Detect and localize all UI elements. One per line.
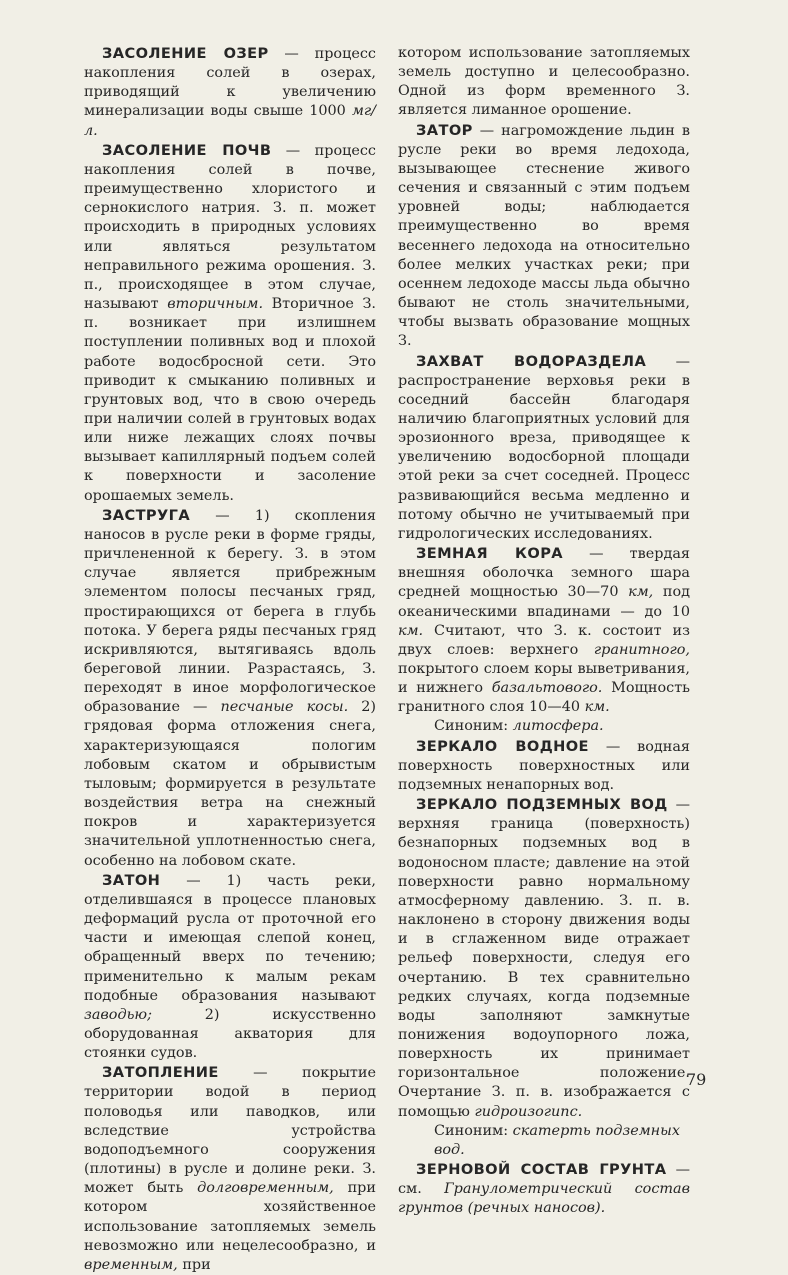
- entry-italic-text: базальтового.: [491, 680, 603, 697]
- entry-term: ЗАТОН: [102, 871, 161, 889]
- entry-text: — покрытие территории водой в период половодья или паводков, или вследствие устройства водоподъемного сооружения (плотины) в русле и долине реки. З. может быть: [84, 1065, 376, 1197]
- synonym-line: [398, 717, 690, 736]
- entry-term: ЗЕМНАЯ КОРА: [416, 545, 563, 563]
- entry-text: покрытого слоем коры выветривания, и нижнего: [398, 661, 690, 697]
- entry-term: ЗАТОПЛЕНИЕ: [102, 1064, 219, 1082]
- dictionary-entry: [398, 352, 690, 545]
- entry-text: при: [177, 1256, 211, 1273]
- entry-term: ЗАХВАТ ВОДОРАЗДЕЛА: [416, 352, 647, 370]
- entry-text: — распространение верховья реки в соседний бассейн благодаря наличию благоприятных условий для эрозионного вреза, приводящее к увеличению водосборной площади этой реки за счет соседней. Процесс развивающийся весьма медленно и потому обычно не учитываемый при гидрологических исследованиях.: [398, 353, 690, 542]
- entry-text: котором использование затопляемых земель доступно и целесообразно. Одной из форм временного З. является лиманное орошение.: [398, 45, 690, 119]
- entry-text: Вторичное З. п. возникает при излишнем поступлении поливных вод и плохой работе водосбросной сети. Это приводит к смыканию поливных и грунтовых вод, что в свою очередь при наличии солей в грунтовых водах или ниже лежащих слоях почвы вызывает капиллярный подъем солей к поверхности и засоление орошаемых земель.: [84, 296, 376, 504]
- entry-text: — процесс накопления солей в озерах, приводящий к увеличению минерализации воды свыше 1000: [84, 46, 376, 120]
- dictionary-entry: [84, 1063, 376, 1275]
- left-column: [84, 44, 376, 1275]
- entry-italic-text: вторичным.: [167, 296, 264, 313]
- entry-text: — 1) часть реки, отделившаяся в процессе плановых деформаций русла от проточной его части и имеющая слепой конец, обращенный вверх по течению; применительно к малым рекам подобные образования называют: [84, 872, 376, 1004]
- dictionary-entry: [84, 44, 376, 141]
- entry-text: при котором хозяйственное использование затопляемых земель невозможно или нецелесообразно, и: [84, 1180, 376, 1254]
- entry-text: 2) искусственно оборудованная акватория для стоянки судов.: [84, 1006, 376, 1062]
- entry-italic-text: гидроизогипс.: [474, 1103, 583, 1120]
- entry-italic-text: литосфера.: [512, 718, 604, 735]
- entry-italic-text: скатерть подземных вод.: [434, 1122, 680, 1158]
- entry-italic-text: км.: [398, 622, 424, 639]
- entry-italic-text: мг/л.: [84, 103, 376, 139]
- entry-term: ЗЕРНОВОЙ СОСТАВ ГРУНТА: [416, 1161, 667, 1179]
- entry-term: ЗЕРКАЛО ПОДЗЕМНЫХ ВОД: [416, 796, 668, 814]
- page-number: 79: [686, 1070, 707, 1089]
- entry-term: ЗАСОЛЕНИЕ ПОЧВ: [102, 141, 272, 159]
- entry-italic-text: км,: [628, 584, 654, 601]
- entry-text: Синоним:: [434, 1122, 513, 1139]
- entry-italic-text: долговременным,: [197, 1180, 334, 1197]
- synonym-line: [398, 1122, 690, 1160]
- dictionary-entry: [84, 871, 376, 1064]
- entry-italic-text: заводью;: [84, 1006, 152, 1023]
- entry-text: — процесс накопления солей в почве, преимущественно хлористого и сернокислого натрия. З. п. может происходить в природных условиях или являться результатом неправильного режима орошения. З. п., происходящее в этом случае, называют: [84, 142, 376, 313]
- dictionary-entry: [398, 544, 690, 717]
- dictionary-entry: [398, 795, 690, 1122]
- entry-text: — твердая внешняя оболочка земного шара средней мощностью 30—70: [398, 546, 690, 601]
- entry-term: ЗАСОЛЕНИЕ ОЗЕР: [102, 45, 269, 62]
- entry-italic-text: песчаные косы.: [220, 699, 349, 716]
- entry-text: под океаническими впадинами — до 10: [398, 584, 690, 620]
- entry-text: — верхняя граница (поверхность) безнапорных подземных вод в водоносном пласте; давление на этой поверхности равно нормальному атмосферному давлению. З. п. в. наклонено в сторону движения воды и в сглаженном виде отражает рельеф поверхности, следуя его очертанию. В тех сравнительно редких случаях, когда подземные воды заполняют замкнутые понижения водоупорного ложа, поверхность их принимает горизонтальное положение. Очертание З. п. в. изображается с помощью: [398, 797, 691, 1120]
- entry-text: — 1) скопления наносов в русле реки в форме гряды, причлененной к берегу. З. в этом случае является прибрежным элементом полосы песчаных гряд, простирающихся от берега в глубь потока. У берега ряды песчаных гряд искривляются, вытягиваясь вдоль береговой линии. Разрастаясь, З. переходят в иное морфологическое образование —: [84, 507, 376, 716]
- entry-term: ЗЕРКАЛО ВОДНОЕ: [416, 737, 589, 755]
- entry-italic-text: км.: [584, 699, 610, 716]
- entry-term: ЗАСТРУГА: [102, 506, 191, 524]
- entry-term: ЗАТОР: [416, 121, 473, 139]
- entry-text: Считают, что З. к. состоит из двух слоев: верхнего: [398, 622, 690, 658]
- entry-text: — см.: [398, 1162, 690, 1198]
- dictionary-entry: [84, 506, 376, 871]
- entry-text: Мощность гранитного слоя 10—40: [398, 680, 690, 716]
- right-column: [398, 44, 690, 1219]
- entry-text: — нагромождение льдин в русле реки во время ледохода, вызывающее стеснение живого сечения и связанный с этим подъем уровней воды; наблюдается преимущественно во время весеннего ледохода на относительно более мелких участках реки; при осеннем ледоходе массы льда обычно бывают не столь значительными, чтобы вызвать образование мощных З.: [398, 122, 690, 350]
- entry-italic-text: Гранулометрический состав грунтов (речных наносов).: [398, 1181, 690, 1217]
- entry-continuation: [398, 44, 690, 121]
- entry-italic-text: временным,: [84, 1256, 178, 1273]
- entry-italic-text: гранитного,: [593, 641, 690, 658]
- entry-text: Синоним:: [434, 718, 513, 735]
- entry-text: 2) грядовая форма отложения снега, характеризующаяся пологим лобовым скатом и обрывистым тыловым; формируется в результате воздействия ветра на снежный покров и характеризуется значительной уплотненностью снега, особенно на лобовом скате.: [84, 699, 376, 869]
- dictionary-entry: [398, 1160, 690, 1218]
- dictionary-entry: [398, 737, 690, 795]
- dictionary-entry: [398, 121, 690, 352]
- entry-text: — водная поверхность поверхностных или подземных ненапорных вод.: [398, 738, 690, 793]
- dictionary-entry: [84, 141, 376, 506]
